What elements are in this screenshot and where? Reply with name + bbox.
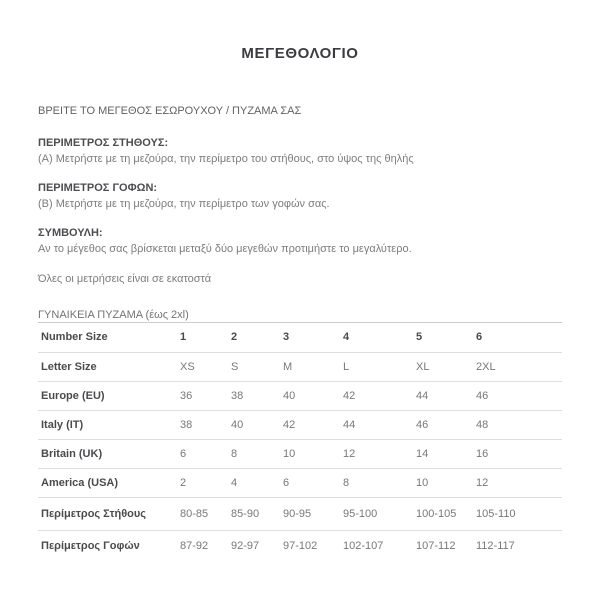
table-cell: 12	[476, 476, 489, 489]
table-cell: 6	[476, 331, 483, 344]
table-cell: 40	[231, 418, 244, 431]
row-label: America (USA)	[41, 476, 119, 489]
table-cell: 102-107	[343, 539, 384, 552]
section-heading-hips: ΠΕΡΙΜΕΤΡΟΣ ΓΟΦΩΝ:	[38, 182, 158, 194]
table-cell: 42	[283, 418, 296, 431]
table-row-hips-girth	[38, 530, 562, 561]
table-cell: 10	[283, 447, 296, 460]
table-cell: 40	[283, 389, 296, 402]
table-cell: 6	[180, 447, 187, 460]
table-cell: 46	[476, 389, 489, 402]
table-cell: 4	[231, 476, 238, 489]
section-body-advice: Αν το μέγεθος σας βρίσκεται μεταξύ δύο μεγεθών προτιμήστε το μεγαλύτερο.	[38, 243, 412, 255]
table-cell: 95-100	[343, 507, 378, 520]
table-row-britain	[38, 439, 562, 468]
table-row-italy	[38, 410, 562, 439]
table-cell: 2	[180, 476, 187, 489]
table-cell: XS	[180, 360, 195, 373]
table-cell: 38	[231, 389, 244, 402]
table-cell: 48	[476, 418, 489, 431]
table-cell: 105-110	[476, 507, 516, 520]
section-body-hips: (B) Μετρήστε με τη μεζούρα, την περίμετρο των γοφών σας.	[38, 198, 330, 210]
page-title: ΜΕΓΕΘΟΛΟΓΙΟ	[241, 45, 359, 62]
size-table	[38, 323, 562, 561]
table-cell: 6	[283, 476, 290, 489]
table-cell: 3	[283, 331, 290, 344]
size-table-caption: ΓΥΝΑΙΚΕΙΑ ΠΥΖΑΜΑ (έως 2xl)	[38, 309, 562, 323]
table-cell: 85-90	[231, 507, 260, 520]
table-cell: L	[343, 360, 350, 373]
table-cell: 90-95	[283, 507, 312, 520]
table-cell: 2	[231, 331, 238, 344]
table-cell: 8	[343, 476, 350, 489]
table-cell: 44	[416, 389, 429, 402]
table-cell: M	[283, 360, 293, 373]
row-label: Italy (IT)	[41, 418, 84, 431]
row-label: Europe (EU)	[41, 389, 105, 402]
table-row-europe	[38, 381, 562, 410]
table-cell: 100-105	[416, 507, 457, 520]
table-cell: 12	[343, 447, 356, 460]
table-row-letter-size	[38, 352, 562, 381]
table-cell: 10	[416, 476, 429, 489]
table-cell: 46	[416, 418, 429, 431]
measurements-note: Όλες οι μετρήσεις είναι σε εκατοστά	[38, 273, 212, 285]
table-cell: 87-92	[180, 539, 209, 552]
table-cell: 112-117	[476, 539, 515, 552]
table-cell: 92-97	[231, 539, 260, 552]
table-cell: 107-112	[416, 539, 456, 552]
section-heading-chest: ΠΕΡΙΜΕΤΡΟΣ ΣΤΗΘΟΥΣ:	[38, 137, 169, 149]
table-cell: 97-102	[283, 539, 318, 552]
table-row-america	[38, 468, 562, 497]
table-cell: 14	[416, 447, 429, 460]
row-label: Letter Size	[41, 360, 97, 373]
table-cell: 4	[343, 331, 350, 344]
row-label: Περίμετρος Στήθους	[41, 507, 147, 520]
table-cell: 5	[416, 331, 423, 344]
table-cell: 44	[343, 418, 356, 431]
table-row-chest-girth	[38, 497, 562, 530]
row-label: Number Size	[41, 331, 108, 344]
table-row-number-size	[38, 323, 562, 352]
table-cell: 16	[476, 447, 489, 460]
table-cell: 1	[180, 331, 187, 344]
table-cell: 80-85	[180, 507, 209, 520]
table-cell: 38	[180, 418, 193, 431]
section-heading-advice: ΣΥΜΒΟΥΛΗ:	[38, 227, 103, 239]
intro-line: ΒΡΕΙΤΕ ΤΟ ΜΕΓΕΘΟΣ ΕΣΩΡΟΥΧΟΥ / ΠΥΖΑΜΑ ΣΑΣ	[38, 105, 302, 117]
table-cell: 8	[231, 447, 238, 460]
table-cell: XL	[416, 360, 430, 373]
table-cell: S	[231, 360, 239, 373]
row-label: Britain (UK)	[41, 447, 103, 460]
table-cell: 2XL	[476, 360, 496, 373]
table-cell: 42	[343, 389, 356, 402]
section-body-chest: (A) Μετρήστε με τη μεζούρα, την περίμετρο του στήθους, στο ύψος της θηλής	[38, 153, 414, 165]
row-label: Περίμετρος Γοφών	[41, 539, 140, 552]
table-cell: 36	[180, 389, 193, 402]
